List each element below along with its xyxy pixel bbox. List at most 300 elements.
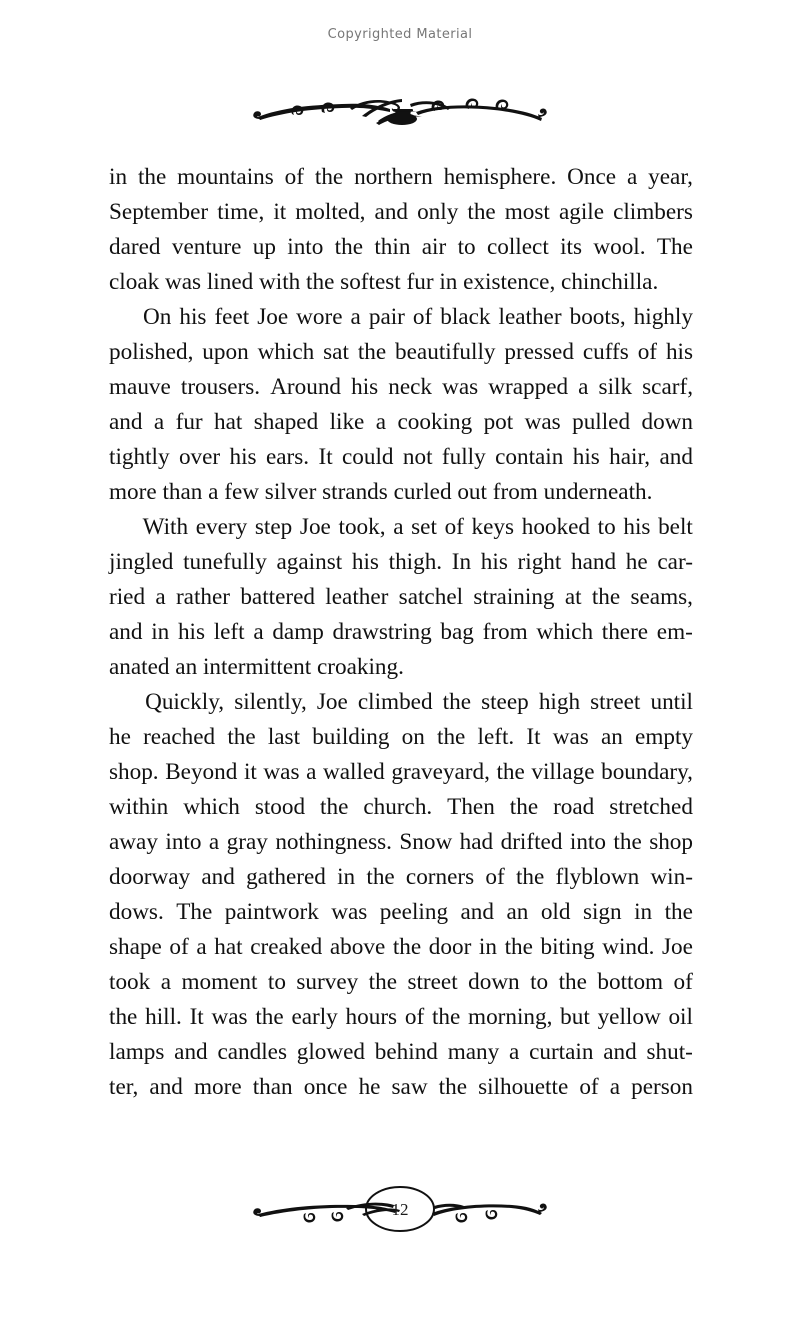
word: to [267,969,286,995]
word: of [412,304,433,330]
word: mauve [109,374,171,400]
word: of [444,514,464,540]
text-line [109,895,693,930]
word: corners [405,864,475,890]
word: tunefully [183,549,267,575]
word: damp [272,619,324,645]
word: his [177,619,205,645]
word: keys [471,514,515,540]
word: curtain [529,1039,594,1065]
word: set [411,514,437,540]
word: rather [175,584,231,610]
word: satchel [398,584,464,610]
text-line [109,160,693,195]
word: pair [368,304,405,330]
word: bag [440,619,474,645]
word: village [531,759,595,785]
word: moment [181,969,258,995]
word: the [496,759,525,785]
text-line: cloak was lined with the softest fur in existence, chinchilla. [109,269,659,295]
text-line [109,1070,693,1105]
word: mountains [177,164,274,190]
word: the [558,969,587,995]
word: Then [447,794,495,820]
word: saw [391,1074,428,1100]
word: Snow [399,829,453,855]
word: neck [388,374,433,400]
word: an [506,899,529,925]
word: Joe [662,934,693,960]
text-line [109,1035,693,1070]
word: peeling [379,899,449,925]
word: to [457,234,476,260]
word: a [609,1074,621,1100]
word: the [509,794,539,820]
word: In [451,549,472,575]
word: not [402,444,433,470]
word: which [183,794,240,820]
word: year, [648,164,693,190]
word: tightly [109,444,170,470]
word: the [366,864,395,890]
text-line [109,685,693,720]
word: feet [214,304,250,330]
word: oil [668,1004,693,1030]
word: Joe [257,304,289,330]
word: the [368,969,397,995]
word: seams, [630,584,693,610]
word: building [312,724,390,750]
word: venture [171,234,242,260]
word: many [447,1039,500,1065]
word: reached [143,724,216,750]
body-text [109,160,693,1105]
word: upon [202,339,249,365]
word: dared [109,234,161,260]
text-line [109,965,693,1000]
text-line [109,755,693,790]
word: silhouette [478,1074,569,1100]
word: a [578,374,589,400]
word: the [314,164,344,190]
word: jingled [109,549,174,575]
word: he [109,724,131,750]
text-line [109,615,693,650]
flourish-with-folio-cartouche-icon [250,1180,550,1236]
word: down [641,409,693,435]
word: highly [633,304,693,330]
text-line [109,370,693,405]
word: graveyard, [391,759,490,785]
word: leather [498,304,562,330]
word: boots, [569,304,626,330]
word: last [267,724,301,750]
word: right [517,549,562,575]
word: of [284,164,304,190]
word: a [196,934,207,960]
word: high [538,689,581,715]
text-line: more than a few silver strands curled out from underneath. [109,479,653,505]
word: up [252,234,276,260]
word: his [480,549,508,575]
word: the [515,864,545,890]
word: than [252,1074,293,1100]
word: nothingness. [275,829,392,855]
text-line: anated an intermittent croaking. [109,654,404,680]
word: he [358,1074,381,1100]
word: left. [477,724,515,750]
word: at [564,584,582,610]
word: straining [473,584,555,610]
word: the [613,829,642,855]
word: old [540,899,571,925]
word: the [334,234,363,260]
word: which [536,619,594,645]
page-number: 12 [391,1200,409,1219]
word: the [227,724,256,750]
word: shop [649,829,693,855]
word: trousers. [180,374,261,400]
word: September [109,199,209,225]
footer-ornament [0,1180,800,1236]
word: of [673,969,693,995]
word: gathered [246,864,326,890]
text-line [109,545,693,580]
word: the [591,584,621,610]
word: yellow [597,1004,661,1030]
word: like [329,409,365,435]
word: and [174,1039,208,1065]
word: contain [495,444,564,470]
word: pressed [504,339,574,365]
word: a [253,619,264,645]
text-line [109,230,693,265]
word: took, [338,514,386,540]
word: down [468,969,520,995]
word: the [109,1004,138,1030]
word: drifted [500,829,563,855]
word: empty [635,724,693,750]
word: was [552,724,589,750]
word: hand [571,549,617,575]
word: leather [325,584,389,610]
word: creaked [250,934,323,960]
word: stood [254,794,306,820]
paragraph-indent [109,685,135,720]
paragraph [109,160,693,300]
word: gray [226,829,268,855]
word: Quickly, [145,689,225,715]
word: an [600,724,623,750]
word: em- [656,619,693,645]
word: was [442,374,479,400]
word: the [255,1004,284,1030]
word: cooking [397,409,473,435]
word: It [189,1004,204,1030]
word: which [257,339,315,365]
word: sat [323,339,349,365]
word: time, [217,199,265,225]
word: biting [540,934,595,960]
word: paintwork [224,899,319,925]
word: within [109,794,169,820]
word: silk [598,374,633,400]
word: ried [109,584,146,610]
word: the [438,1074,467,1100]
word: steep [481,689,529,715]
word: Around [270,374,342,400]
word: climbed [357,689,433,715]
word: win- [650,864,693,890]
word: and [201,864,235,890]
word: road [553,794,595,820]
word: hooked [521,514,590,540]
word: the [137,164,167,190]
word: into [569,829,606,855]
word: the [664,899,693,925]
word: could [342,444,394,470]
word: of [637,339,658,365]
word: thin [374,234,411,260]
word: his [572,444,600,470]
word: hill. [145,1004,182,1030]
word: shop. [109,759,159,785]
word: It [318,444,333,470]
word: its [560,234,583,260]
word: street [407,969,458,995]
word: the [357,339,387,365]
word: and [109,409,143,435]
word: black [440,304,491,330]
word: and [374,199,409,225]
word: the [431,1004,461,1030]
word: pot [483,409,514,435]
word: person [631,1074,693,1100]
word: dows. [109,899,164,925]
word: doorway [109,864,191,890]
word: morning, [468,1004,553,1030]
word: hemisphere. [443,164,557,190]
word: against [276,549,343,575]
word: glowed [296,1039,366,1065]
word: street [590,689,641,715]
word: step [254,514,293,540]
word: beautifully [395,339,496,365]
word: battered [240,584,315,610]
word: was [331,899,368,925]
flourish-with-hat-motif-icon [250,88,550,130]
word: on [401,724,425,750]
word: only [417,199,459,225]
word: took [109,969,151,995]
word: was [211,1004,248,1030]
word: The [656,234,693,260]
word: drawstring [332,619,432,645]
word: sign [582,899,622,925]
word: his [351,549,379,575]
word: air [421,234,447,260]
word: boundary, [601,759,693,785]
word: his [665,339,693,365]
word: flyblown [555,864,640,890]
word: hat [214,934,243,960]
word: once [303,1074,348,1100]
word: was [263,759,300,785]
word: shape [109,934,162,960]
word: his [351,374,379,400]
word: into [165,829,202,855]
word: a [160,969,171,995]
word: and [659,444,693,470]
word: candles [217,1039,287,1065]
word: climbers [613,199,693,225]
word: he [625,549,648,575]
word: over [178,444,221,470]
word: of [169,934,189,960]
word: left [213,619,245,645]
text-line [109,300,693,335]
word: hat [214,409,243,435]
word: in [478,934,497,960]
word: agile [558,199,604,225]
word: With [142,514,189,540]
word: wool. [593,234,646,260]
word: collect [486,234,549,260]
word: wind. [602,934,655,960]
word: there [601,619,649,645]
word: of [404,1004,425,1030]
word: door [428,934,472,960]
word: and [149,1074,183,1100]
text-line [109,790,693,825]
word: a [350,304,361,330]
word: The [176,899,213,925]
header-ornament [0,88,800,130]
word: was [524,409,561,435]
word: and [603,1039,637,1065]
word: shut- [646,1039,693,1065]
word: survey [296,969,359,995]
word: in [634,899,653,925]
text-line [109,1000,693,1035]
word: a [626,164,638,190]
word: ter, [109,1074,139,1100]
word: car- [657,549,693,575]
word: hours [345,1004,398,1030]
word: every [195,514,248,540]
word: and [109,619,143,645]
text-line [109,405,693,440]
word: a [155,584,166,610]
word: scarf, [642,374,693,400]
word: molted, [295,199,366,225]
paragraph-indent [109,300,135,335]
word: a [306,759,317,785]
word: Joe [316,689,348,715]
text-line [109,930,693,965]
word: the [442,689,471,715]
word: away [109,829,158,855]
word: Once [567,164,617,190]
text-line [109,825,693,860]
word: had [459,829,494,855]
text-line [109,440,693,475]
word: It [526,724,541,750]
word: cuffs [582,339,629,365]
word: above [329,934,386,960]
word: to [530,969,549,995]
word: belt [658,514,693,540]
word: of [579,1074,599,1100]
paragraph [109,510,693,685]
word: silently, [234,689,307,715]
word: fur [175,409,203,435]
word: wore [296,304,343,330]
word: his [229,444,257,470]
word: it [243,759,257,785]
word: a [153,409,165,435]
word: his [623,514,651,540]
text-line [109,580,693,615]
word: a [508,1039,520,1065]
word: it [273,199,287,225]
word: polished, [109,339,194,365]
word: the [467,199,496,225]
word: lamps [109,1039,165,1065]
word: in [337,864,356,890]
word: stretched [609,794,693,820]
word: the [437,724,466,750]
word: church. [363,794,433,820]
word: a [375,409,387,435]
word: On [143,304,172,330]
word: ears. [265,444,310,470]
paragraph-indent [109,510,135,545]
text-line [109,860,693,895]
word: hair, [609,444,651,470]
word: more [193,1074,242,1100]
word: but [560,1004,590,1030]
word: most [504,199,550,225]
copyright-watermark-top: Copyrighted Material [327,27,473,42]
text-line [109,335,693,370]
text-line [109,720,693,755]
word: into [287,234,324,260]
word: in [151,619,170,645]
word: to [597,514,616,540]
word: his [179,304,207,330]
word: northern [354,164,433,190]
word: in [109,164,128,190]
paragraph [109,685,693,1105]
word: pulled [572,409,631,435]
word: until [650,689,693,715]
word: thigh. [388,549,443,575]
word: shaped [253,409,319,435]
word: wrapped [488,374,569,400]
word: early [291,1004,338,1030]
word: from [482,619,528,645]
word: of [485,864,505,890]
word: and [460,899,494,925]
word: the [392,934,422,960]
paragraph [109,300,693,510]
word: the [504,934,533,960]
word: behind [374,1039,438,1065]
word: Beyond [165,759,238,785]
word: fully [441,444,486,470]
word: walled [322,759,385,785]
